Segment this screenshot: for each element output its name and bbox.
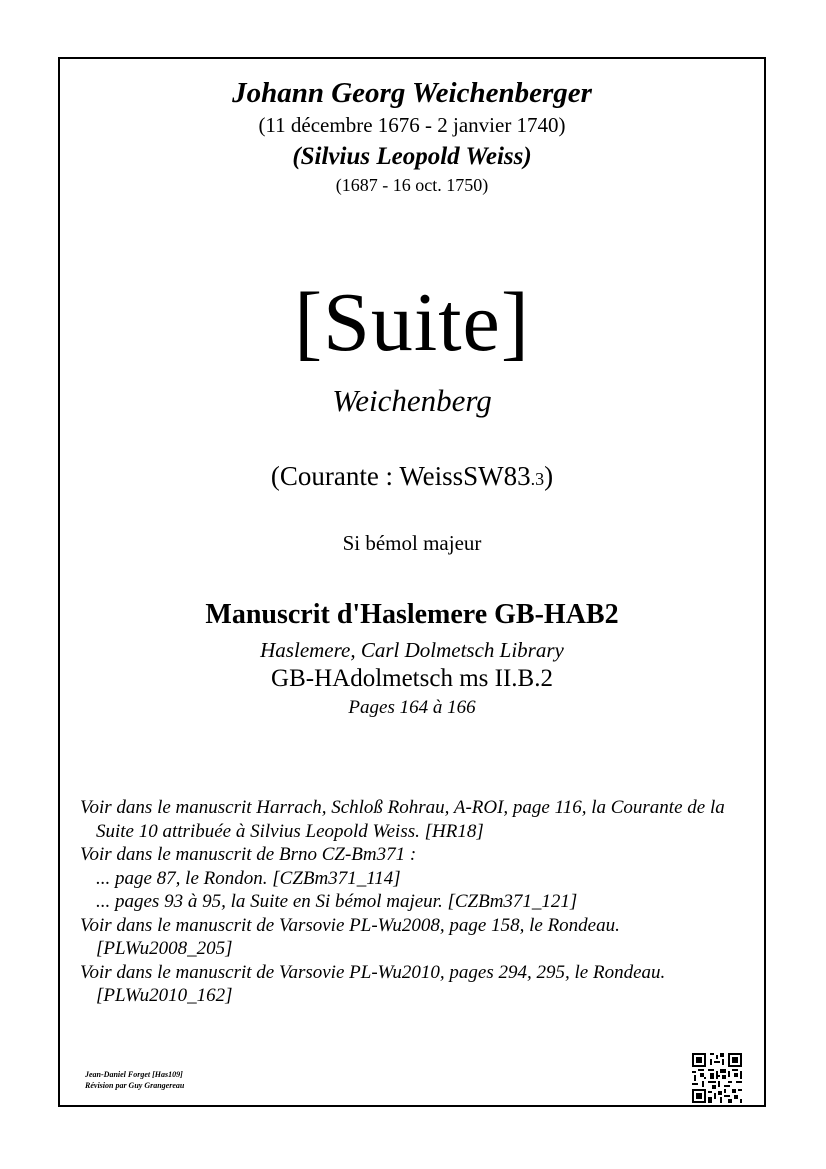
note-subitem: ... pages 93 à 95, la Suite en Si bémol majeur. [CZBm371_121]: [96, 891, 578, 912]
attribution-dates: (1687 - 16 oct. 1750): [335, 175, 489, 195]
manuscript-shelfmark: GB-HAdolmetsch ms II.B.2: [271, 665, 553, 692]
courante-reference: [60, 461, 764, 492]
composer-dates: (11 décembre 1676 - 2 janvier 1740): [258, 113, 566, 137]
qr-code-icon: [692, 1053, 742, 1103]
manuscript-title: Manuscrit d'Haslemere GB-HAB2: [205, 599, 619, 630]
courante-number: .3: [530, 469, 545, 489]
credit-author: Jean-Daniel Forget [Has109]: [85, 1070, 183, 1079]
manuscript-pages: Pages 164 à 166: [348, 697, 476, 718]
note-item: Voir dans le manuscrit Harrach, Schloß Rohrau, A-ROI, page 116, la Courante de la Suite 10 attribuée à Silvius Leopold Weiss. [HR18]: [80, 797, 725, 842]
note-subitem: ... page 87, le Rondon. [CZBm371_114]: [96, 867, 401, 889]
attribution-name: (Silvius Leopold Weiss): [292, 143, 532, 170]
courante-main: (Courante : WeissSW83: [270, 461, 531, 491]
composer-name: Johann Georg Weichenberger: [232, 77, 592, 109]
note-item: Voir dans le manuscrit de Brno CZ-Bm371 :: [80, 844, 417, 865]
note-item: Voir dans le manuscrit de Varsovie PL-Wu2010, pages 294, 295, le Rondeau. [PLWu2010_162]: [80, 961, 666, 1006]
courante-close: ): [544, 461, 554, 491]
work-key: Si bémol majeur: [342, 531, 482, 555]
note-item: Voir dans le manuscrit de Varsovie PL-Wu2008, page 158, le Rondeau. [PLWu2008_205]: [80, 914, 620, 959]
credit-revision: Révision par Guy Grangereau: [85, 1081, 185, 1090]
manuscript-library: Haslemere, Carl Dolmetsch Library: [260, 638, 564, 662]
notes-list: [80, 796, 760, 1008]
credits: [85, 1069, 184, 1091]
work-subtitle: Weichenberg: [332, 383, 492, 418]
work-title: [Suite]: [294, 276, 530, 369]
page-frame: [58, 57, 766, 1107]
